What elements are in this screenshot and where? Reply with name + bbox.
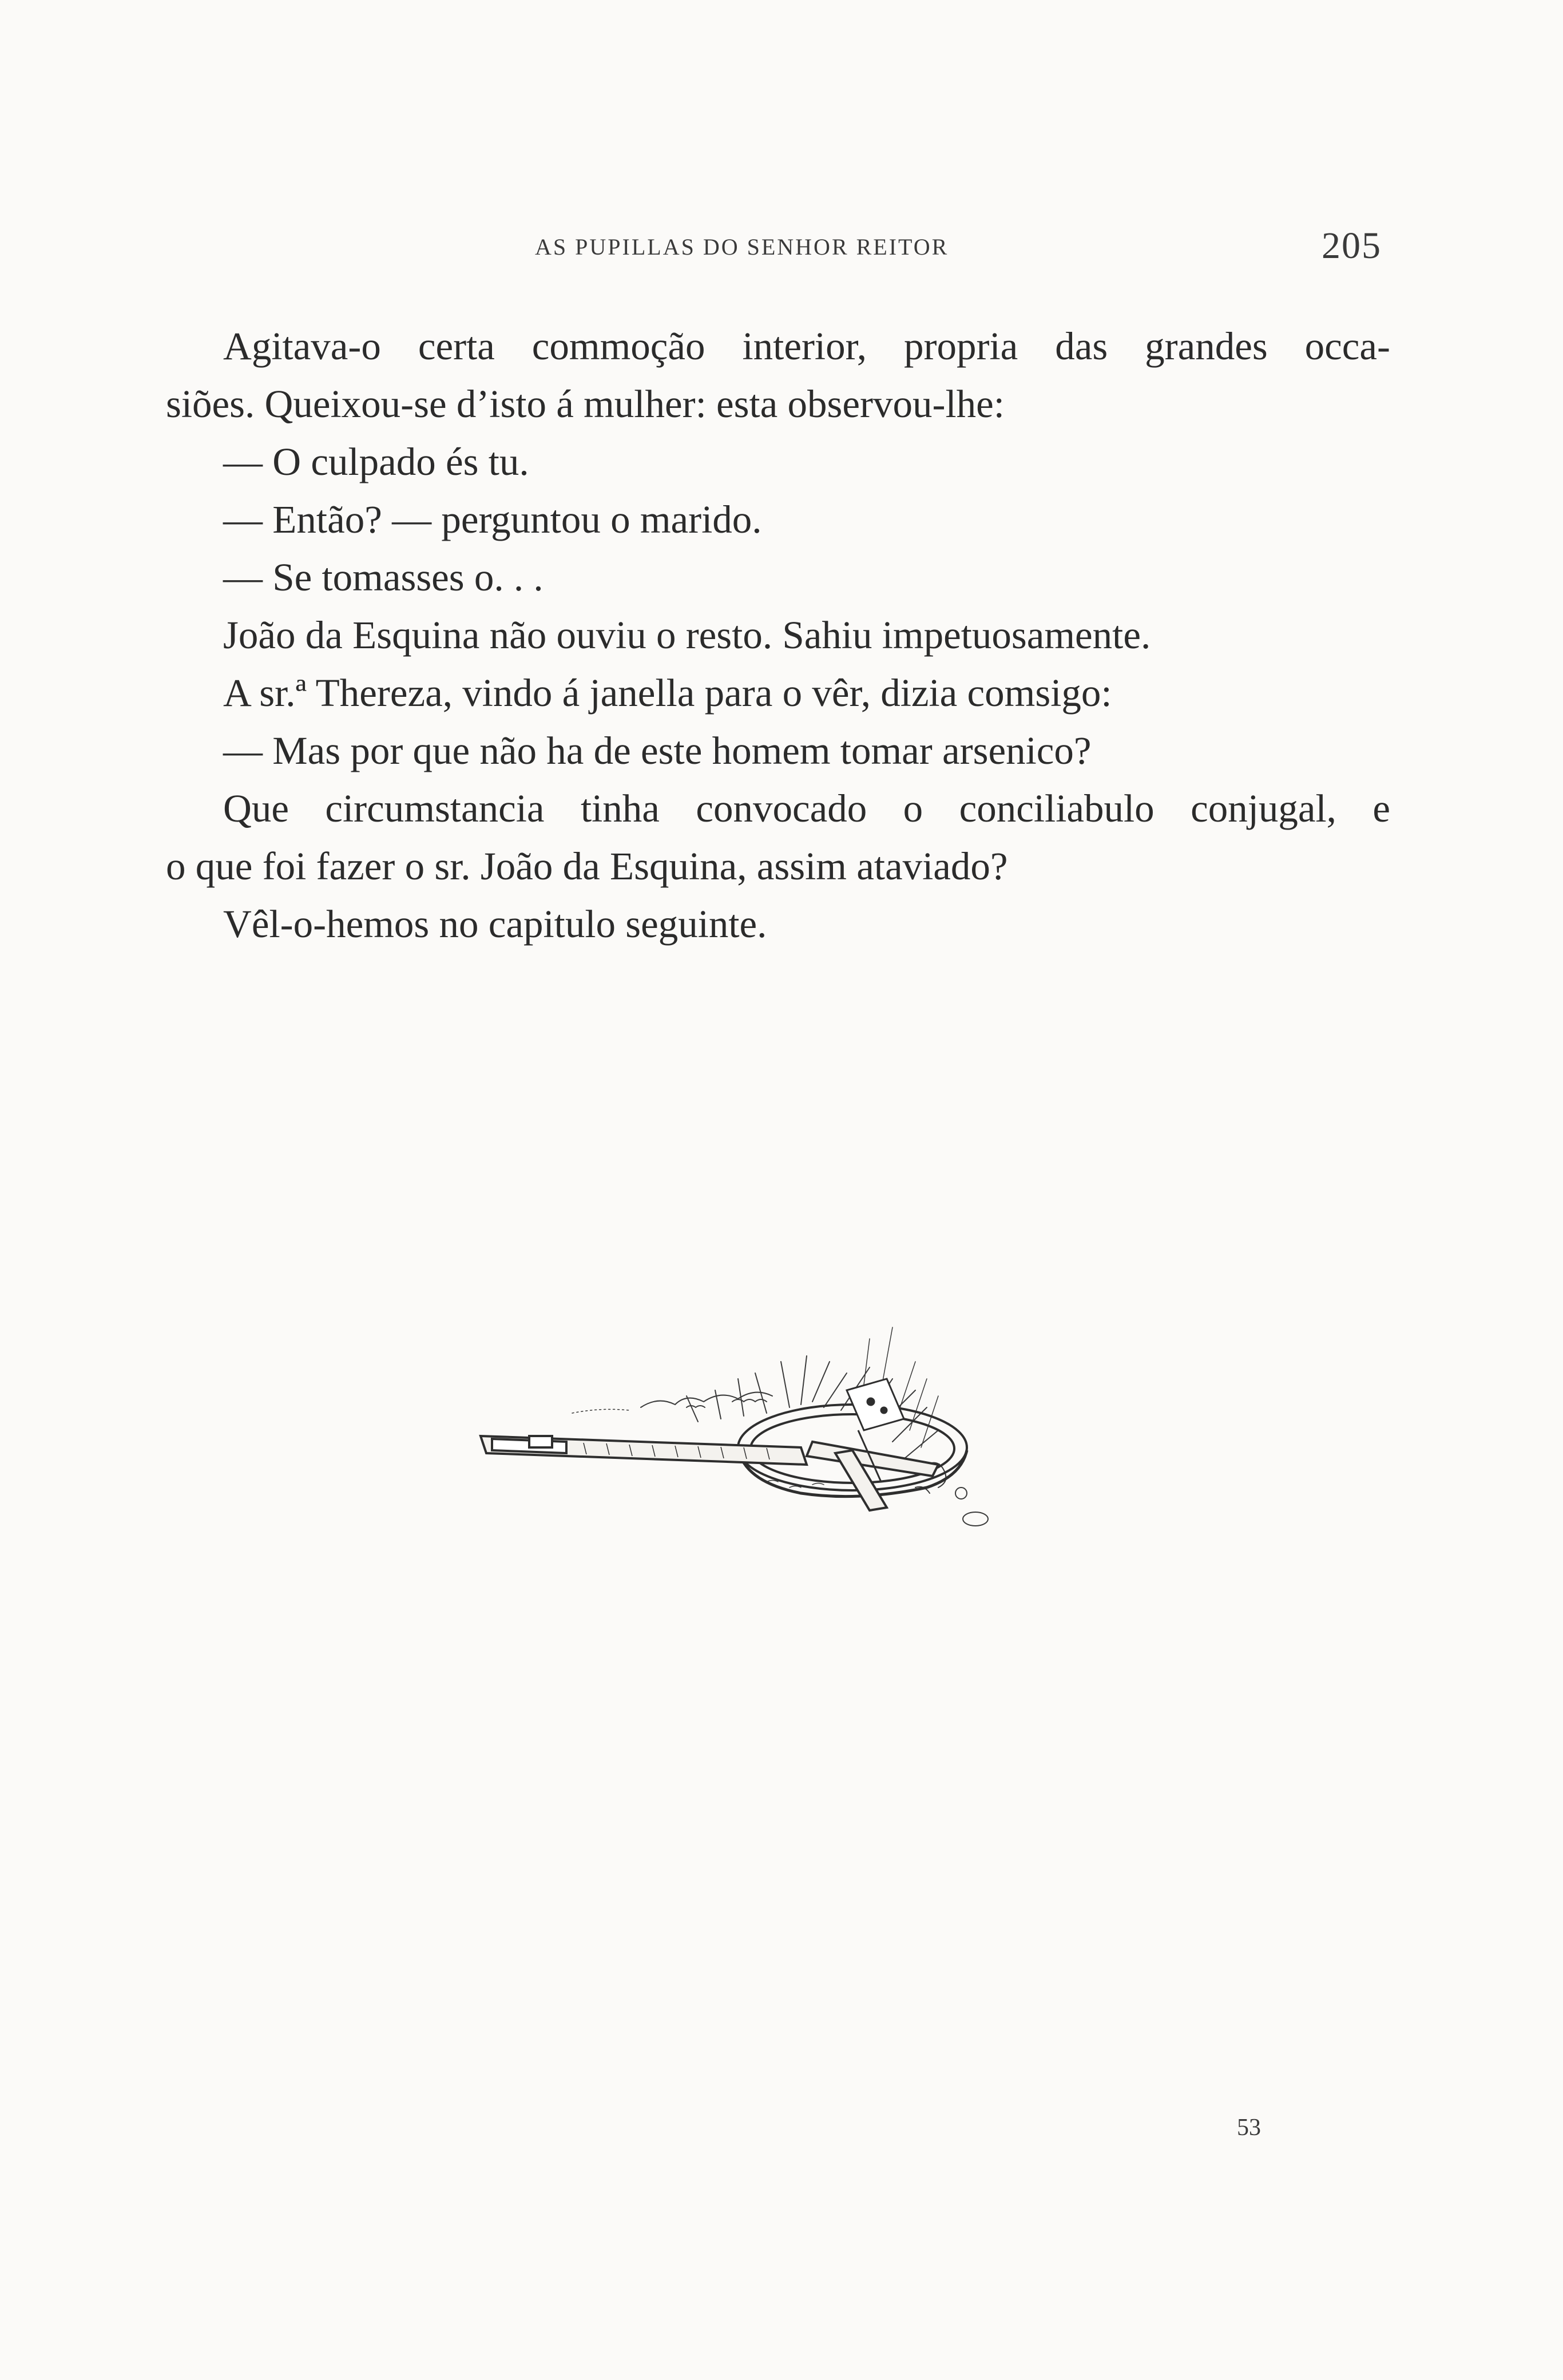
text-line: — Mas por que não ha de este homem tomar arsenico?: [223, 729, 1092, 772]
text-line: — Então? — perguntou o marido.: [223, 498, 762, 541]
text-line: — O culpado és tu.: [223, 440, 529, 483]
text-line: Agitava-o certa commoção interior, propria das grandes occa-: [223, 324, 1390, 368]
text-line: A sr.ª Thereza, vindo á janella para o vêr, dizia comsigo:: [223, 671, 1112, 715]
body-text: [166, 318, 1390, 953]
text-line: João da Esquina não ouviu o resto. Sahiu impetuosamente.: [223, 613, 1151, 657]
page-number: 205: [1322, 225, 1382, 267]
running-title: AS PUPILLAS DO SENHOR REITOR: [535, 234, 949, 260]
text-line: Vêl-o-hemos no capitulo seguinte.: [223, 902, 767, 946]
text-line: siões. Queixou-se d’isto á mulher: esta observou-lhe:: [166, 382, 1005, 426]
text-line: — Se tomasses o. . .: [223, 556, 544, 599]
printer-signature: 53: [1237, 2115, 1261, 2141]
text-line: Que circumstancia tinha convocado o conciliabulo conjugal, e: [223, 787, 1390, 830]
text-line: o que foi fazer o sr. João da Esquina, assim ataviado?: [166, 844, 1008, 888]
animal-trap-engraving-icon: [469, 1293, 1087, 1579]
running-head: [0, 225, 1563, 275]
